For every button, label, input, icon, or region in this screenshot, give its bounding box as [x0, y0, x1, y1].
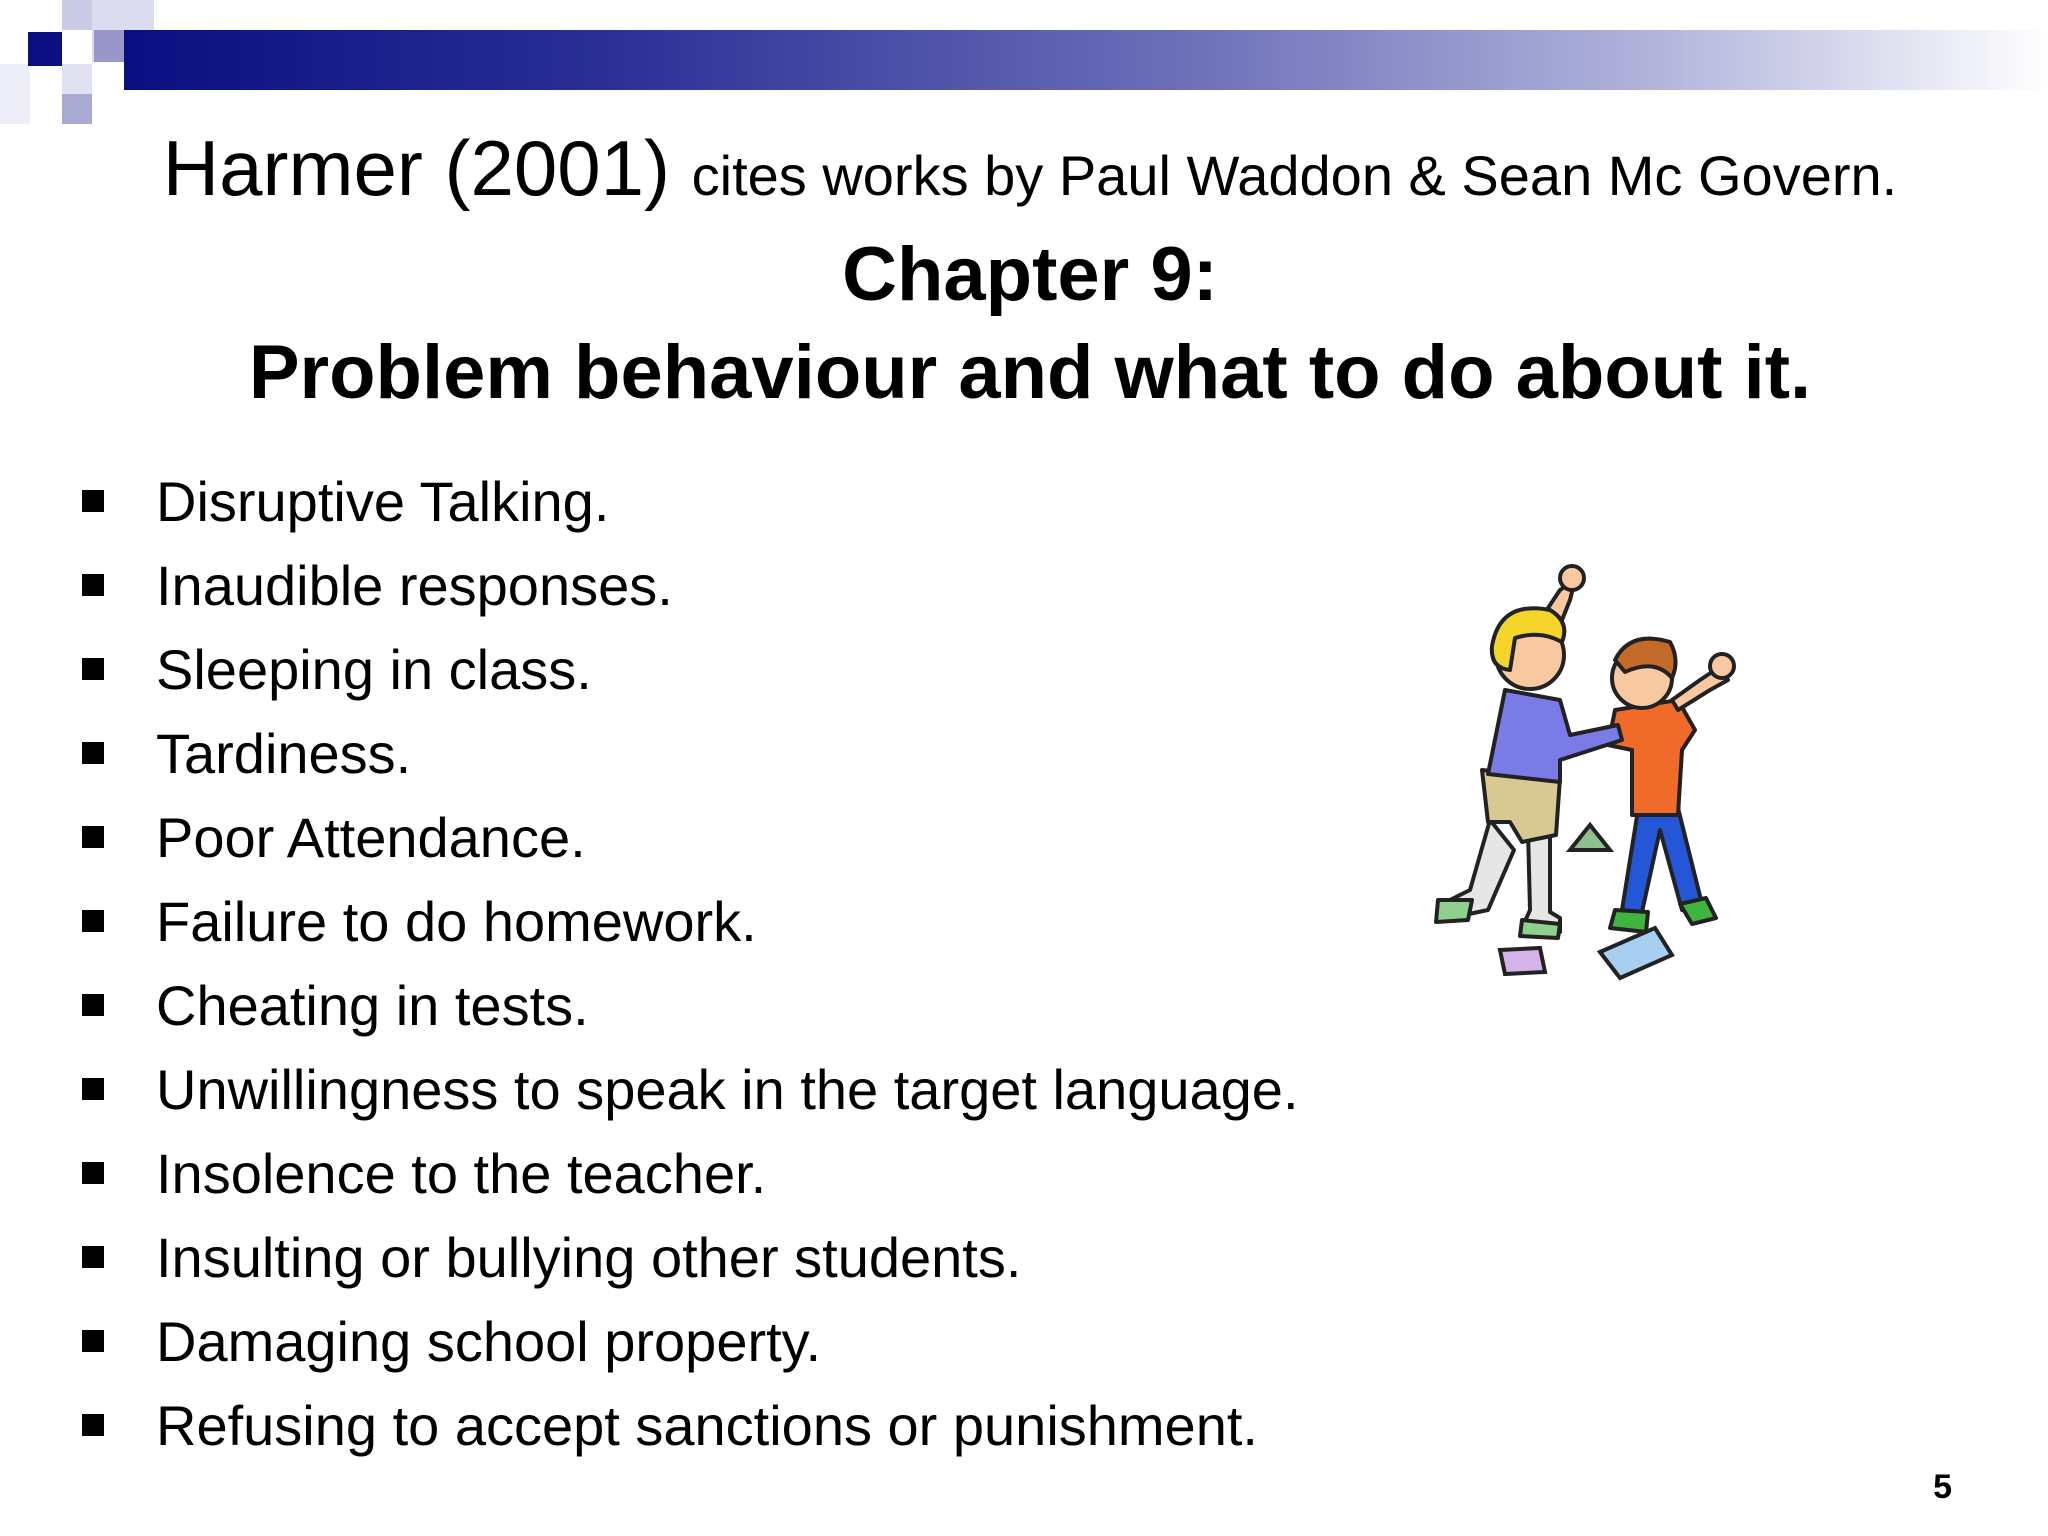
- title-subtitle: Problem behaviour and what to do about it.: [248, 330, 1812, 415]
- list-item: [78, 1048, 1299, 1132]
- title-chapter: Chapter 9:: [842, 232, 1218, 317]
- header-gradient-bar: [124, 30, 2048, 90]
- boy-right: [1608, 639, 1734, 932]
- list-item: [78, 544, 1299, 628]
- header-decoration-square: [62, 0, 92, 30]
- square-bullet-icon: [82, 1246, 104, 1268]
- square-bullet-icon: [82, 826, 104, 848]
- list-item: [78, 1132, 1299, 1216]
- title-citation-line: [80, 118, 1980, 226]
- square-bullet-icon: [82, 1414, 104, 1436]
- list-item: [78, 712, 1299, 796]
- list-item-text: Failure to do homework.: [156, 890, 757, 953]
- title-author-year: Harmer (2001): [162, 124, 670, 212]
- square-bullet-icon: [82, 910, 104, 932]
- list-item-text: Insulting or bullying other students.: [156, 1226, 1022, 1289]
- list-item-text: Damaging school property.: [156, 1310, 822, 1373]
- page-number: 5: [1933, 1468, 1952, 1506]
- book-icon: [1600, 928, 1672, 978]
- list-item-text: Poor Attendance.: [156, 806, 586, 869]
- header-decoration-square: [0, 64, 30, 124]
- square-bullet-icon: [82, 1162, 104, 1184]
- two-boys-fighting-illustration: [1410, 560, 1780, 990]
- list-item-text: Refusing to accept sanctions or punishment.: [156, 1394, 1258, 1457]
- square-bullet-icon: [82, 742, 104, 764]
- list-item: [78, 460, 1299, 544]
- square-bullet-icon: [82, 1078, 104, 1100]
- square-bullet-icon: [82, 490, 104, 512]
- list-item: [78, 1216, 1299, 1300]
- list-item: [78, 1300, 1299, 1384]
- book-icon: [1500, 948, 1545, 974]
- list-item: [78, 1384, 1299, 1468]
- list-item-text: Inaudible responses.: [156, 554, 673, 617]
- list-item: [78, 964, 1299, 1048]
- list-item: [78, 628, 1299, 712]
- slide-title: [80, 118, 1980, 422]
- list-item-text: Unwillingness to speak in the target language.: [156, 1058, 1299, 1121]
- list-item-text: Tardiness.: [156, 722, 412, 785]
- header-decoration-square: [62, 64, 92, 94]
- list-item-text: Cheating in tests.: [156, 974, 589, 1037]
- square-bullet-icon: [82, 658, 104, 680]
- list-item: [78, 796, 1299, 880]
- square-bullet-icon: [82, 1330, 104, 1352]
- list-item-text: Disruptive Talking.: [156, 470, 610, 533]
- list-item-text: Sleeping in class.: [156, 638, 592, 701]
- bullet-list: [78, 460, 1299, 1468]
- list-item: [78, 880, 1299, 964]
- square-bullet-icon: [82, 994, 104, 1016]
- header-decoration-square: [94, 30, 124, 62]
- title-cites: cites works by Paul Waddon & Sean Mc Govern.: [691, 144, 1898, 207]
- list-item-text: Insolence to the teacher.: [156, 1142, 767, 1205]
- header-decoration-square: [28, 32, 62, 66]
- book-icon: [1570, 825, 1610, 850]
- square-bullet-icon: [82, 574, 104, 596]
- boy-left: [1436, 566, 1622, 938]
